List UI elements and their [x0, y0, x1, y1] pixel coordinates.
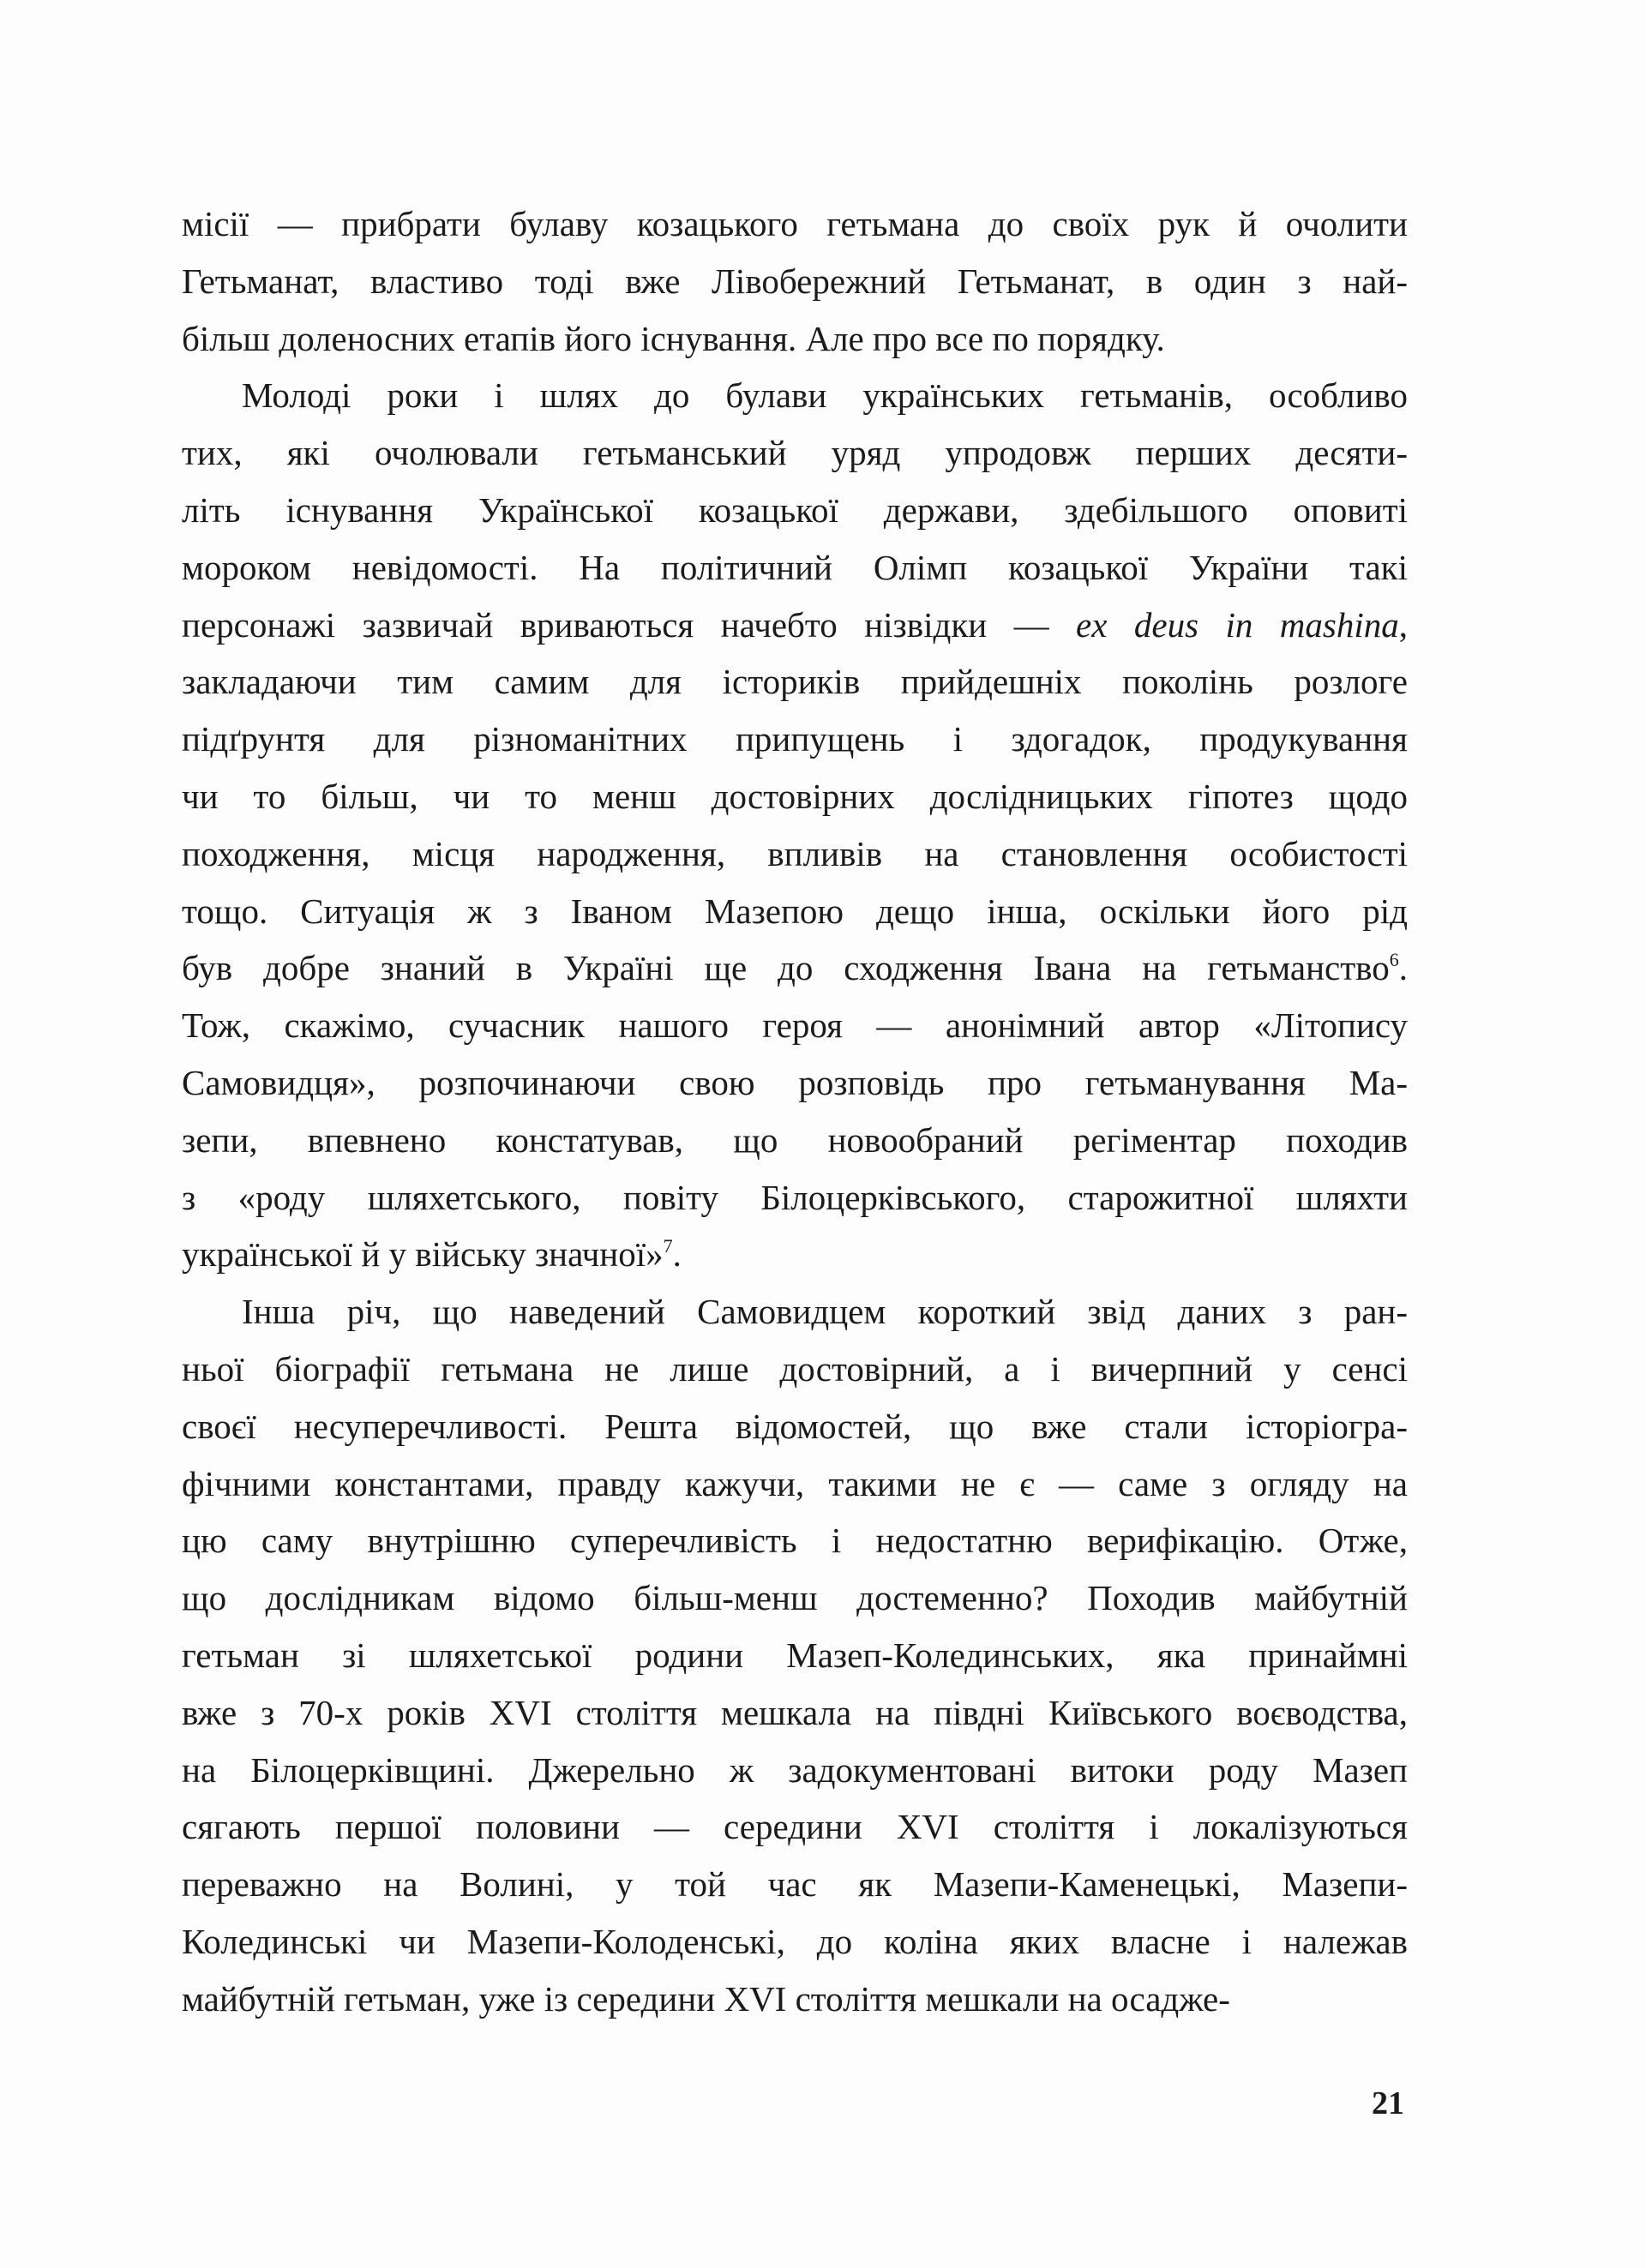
text-line — [182, 424, 1408, 482]
text-run: . — [672, 1234, 682, 1275]
text-line — [182, 1054, 1408, 1112]
text-line — [182, 1512, 1408, 1569]
text-run: Колединські чи Мазепи-Колоденські, до коліна яких власне і належав — [182, 1921, 1408, 1961]
text-run: був добре знаний в Україні ще до сходження Івана на гетьманство — [182, 948, 1390, 988]
text-line — [182, 253, 1408, 310]
text-line — [182, 883, 1408, 940]
text-line — [182, 1169, 1408, 1227]
text-run: мороком невідомості. На політичний Олімп козацької України такі — [182, 547, 1408, 587]
text-line — [182, 1856, 1408, 1913]
text-run: закладаючи тим самим для істориків прийдешніх поколінь розлоге — [182, 662, 1408, 702]
footnote-ref: 7 — [663, 1235, 673, 1257]
text-line — [182, 825, 1408, 883]
text-line — [182, 1226, 1408, 1283]
text-run: переважно на Волині, у той час як Мазепи-Каменецькі, Мазепи- — [182, 1864, 1408, 1905]
text-line — [182, 939, 1408, 997]
text-run: місії — прибрати булаву козацького гетьмана до своїх рук й очолити — [182, 204, 1408, 243]
text-line — [182, 1798, 1408, 1856]
text-run: тощо. Ситуація ж з Іваном Мазепою дещо інша, оскільки його рід — [182, 891, 1408, 931]
text-run: фічними константами, правду кажучи, такими не є — саме з огляду на — [182, 1463, 1408, 1503]
text-run: підґрунтя для різноманітних припущень і здогадок, продукування — [182, 719, 1408, 759]
text-line — [182, 1913, 1408, 1971]
text-run: що дослідникам відомо більш-менш достеменно? Походив майбутній — [182, 1578, 1408, 1618]
text-run: зепи, впевнено констатував, що новообраний регіментар походив — [182, 1119, 1408, 1160]
text-line — [182, 1742, 1408, 1799]
paragraph — [182, 1283, 1408, 2027]
text-run: цю саму внутрішню суперечливість і недостатню верифікацію. Отже, — [182, 1521, 1408, 1561]
text-run: вже з 70-х років XVI століття мешкала на півдні Київського воєводства, — [182, 1692, 1408, 1732]
text-run: ньої біографії гетьмана не лише достовірний, а і вичерпний у сенсі — [182, 1348, 1408, 1389]
text-line — [182, 310, 1408, 368]
text-run: з «роду шляхетського, повіту Білоцерківського, старожитної шляхти — [182, 1177, 1408, 1217]
text-run: тих, які очолювали гетьманський уряд упродовж перших десяти- — [182, 433, 1408, 473]
text-line — [182, 653, 1408, 711]
text-line — [182, 711, 1408, 768]
text-run: Молоді роки і шлях до булави українських гетьманів, особливо — [242, 375, 1408, 416]
text-line — [182, 1283, 1408, 1341]
text-run: Гетьманат, властиво тоді вже Лівобережний Гетьманат, в один з най- — [182, 261, 1408, 301]
text-run: Інша річ, що наведений Самовидцем короткий звід даних з ран- — [242, 1292, 1408, 1332]
text-line — [182, 1398, 1408, 1455]
text-line — [182, 1341, 1408, 1398]
text-run: чи то більш, чи то менш достовірних дослідницьких гіпотез щодо — [182, 776, 1408, 816]
text-run: походження, місця народження, впливів на становлення особистості — [182, 833, 1408, 873]
text-run: майбутній гетьман, уже із середини XVI століття мешкали на осадже- — [182, 1978, 1230, 2019]
text-line — [182, 482, 1408, 539]
text-line — [182, 768, 1408, 825]
text-run: на Білоцерківщині. Джерельно ж задокументовані витоки роду Мазеп — [182, 1749, 1408, 1790]
text-line — [182, 1627, 1408, 1684]
text-line — [182, 539, 1408, 597]
text-run: сягають першої половини — середини XVI століття і локалізуються — [182, 1807, 1408, 1847]
text-run: гетьман зі шляхетської родини Мазеп-Колединських, яка принаймні — [182, 1635, 1408, 1675]
paragraph — [182, 367, 1408, 1283]
text-line — [182, 195, 1408, 253]
paragraph — [182, 195, 1408, 367]
text-run: літь існування Української козацької держави, здебільшого оповиті — [182, 489, 1408, 530]
text-line — [182, 597, 1408, 654]
text-line — [182, 997, 1408, 1054]
page-number: 21 — [1372, 2085, 1404, 2121]
text-run: Самовидця», розпочинаючи свою розповідь про гетьманування Ма- — [182, 1062, 1408, 1102]
text-line — [182, 1455, 1408, 1513]
footnote-ref: 6 — [1389, 949, 1399, 971]
text-run: . — [1398, 948, 1408, 988]
text-line — [182, 367, 1408, 424]
text-line — [182, 1569, 1408, 1627]
text-run: , — [1398, 604, 1408, 645]
italic-phrase: ex deus in mashina — [1076, 604, 1399, 645]
text-run: більш доленосних етапів його існування. Але про все по порядку. — [182, 318, 1165, 358]
text-run: Тож, скажімо, сучасник нашого героя — анонімний автор «Літопису — [182, 1005, 1408, 1046]
text-run: персонажі зазвичай вриваються начебто нізвідки — — [182, 604, 1077, 645]
body-text — [182, 195, 1408, 2028]
text-line — [182, 1971, 1408, 2028]
text-run: своєї несуперечливості. Решта відомостей, що вже стали історіогра- — [182, 1406, 1408, 1446]
text-run: української й у війську значної» — [182, 1234, 664, 1275]
text-line — [182, 1112, 1408, 1169]
text-line — [182, 1684, 1408, 1742]
